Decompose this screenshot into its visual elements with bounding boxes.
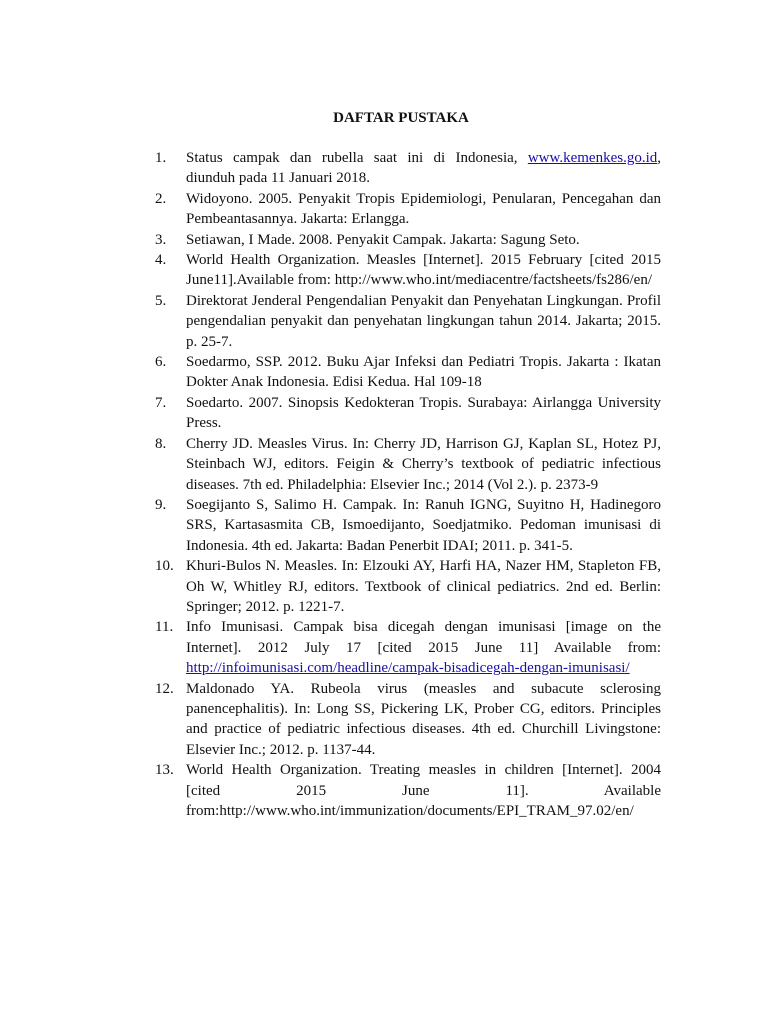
reference-item-6 (155, 352, 661, 393)
reference-number: 2. (155, 190, 167, 207)
reference-text: Soedarmo, SSP. 2012. Buku Ajar Infeksi dan Pediatri Tropis. Jakarta : Ikatan Dokter Anak Indonesia. Edisi Kedua. Hal 109-18 (186, 354, 661, 391)
reference-text: Maldonado YA. Rubeola virus (measles and subacute sclerosing panencephalitis). In: Long SS, Pickering LK, Prober CG, editors. Principles and practice of pediatric infectious diseases. 4th ed. Churchill Livingstone: Elsevier Inc.; 2012. p. 1137-44. (186, 680, 661, 758)
reference-line-3: from:http://www.who.int/immunization/documents/EPI_TRAM_97.02/en/ (186, 803, 634, 819)
reference-line-1: World Health Organization. Treating measles in children [Internet]. 2004 (186, 762, 661, 779)
reference-number: 11. (155, 619, 174, 636)
kemenkes-link[interactable]: www.kemenkes.go.id (527, 150, 658, 166)
reference-item-4 (155, 250, 661, 291)
reference-text-post: , diunduh pada 11 Januari 2018. (186, 150, 661, 187)
reference-item-2 (155, 189, 661, 230)
reference-number: 6. (155, 354, 167, 371)
reference-text (186, 617, 661, 678)
reference-number: 13. (155, 762, 174, 779)
reference-item-3 (155, 230, 661, 250)
reference-number: 3. (155, 231, 167, 248)
reference-number: 4. (155, 252, 167, 269)
reference-item-7 (155, 393, 661, 434)
reference-text (186, 760, 661, 821)
reference-item-13 (155, 760, 661, 821)
reference-item-9 (155, 495, 661, 556)
reference-text (186, 148, 661, 189)
reference-text: Soedarto. 2007. Sinopsis Kedokteran Tropis. Surabaya: Airlangga University Press. (186, 394, 661, 432)
reference-text-pre: Info Imunisasi. Campak bisa dicegah dengan imunisasi [image on the Internet]. 2012 July 17 [cited 2015 June 11] Available from: (186, 619, 661, 656)
reference-item-12 (155, 679, 661, 761)
reference-item-5 (155, 291, 661, 352)
reference-number: 9. (155, 496, 167, 513)
reference-text: Cherry JD. Measles Virus. In: Cherry JD, Harrison GJ, Kaplan SL, Hotez PJ, Steinbach WJ, editors. Feigin & Cherry’s textbook of pediatric infectious diseases. 7th ed. Philadelphia: Elsevier Inc.; 2014 (Vol 2.). p. 2373-9 (186, 435, 661, 493)
reference-text: Direktorat Jenderal Pengendalian Penyakit dan Penyehatan Lingkungan. Profil pengendalian penyakit dan penyehatan lingkungan tahun 2014. Jakarta; 2015. p. 25-7. (186, 292, 661, 350)
reference-line-2: [cited 2015 June 11]. Available (186, 782, 661, 799)
reference-item-10 (155, 556, 661, 617)
reference-text-pre: Status campak dan rubella saat ini di Indonesia, (186, 150, 528, 166)
reference-number: 1. (155, 150, 167, 166)
reference-item-11 (155, 617, 661, 678)
reference-text: Setiawan, I Made. 2008. Penyakit Campak. Jakarta: Sagung Seto. (186, 231, 580, 248)
page-title: DAFTAR PUSTAKA (333, 110, 469, 126)
reference-list (155, 148, 661, 821)
reference-number: 8. (155, 435, 167, 452)
reference-text: Soegijanto S, Salimo H. Campak. In: Ranuh IGNG, Suyitno H, Hadinegoro SRS, Kartasasmita CB, Ismoedijanto, Soedjatmiko. Pedoman imunisasi di Indonesia. 4th ed. Jakarta: Badan Penerbit IDAI; 2011. p. 341-5. (186, 496, 661, 554)
reference-item-8 (155, 434, 661, 495)
reference-text: World Health Organization. Measles [Internet]. 2015 February [cited 2015 June11].Available from: http://www.who.int/mediacentre/factsheets/fs286/en/ (186, 252, 661, 289)
reference-number: 7. (155, 394, 167, 411)
reference-text: Khuri-Bulos N. Measles. In: Elzouki AY, Harfi HA, Nazer HM, Stapleton FB, Oh W, Whitley RJ, editors. Textbook of clinical pediatrics. 2nd ed. Berlin: Springer; 2012. p. 1221-7. (186, 558, 661, 615)
reference-text: Widoyono. 2005. Penyakit Tropis Epidemiologi, Penularan, Pencegahan dan Pembeantasannya. Jakarta: Erlangga. (186, 190, 661, 228)
reference-number: 10. (155, 558, 174, 575)
reference-number: 12. (155, 680, 174, 697)
infoimunisasi-link[interactable]: http://infoimunisasi.com/headline/campak-bisadicegah-dengan-imunisasi/ (186, 660, 630, 677)
reference-item-1 (155, 148, 661, 189)
reference-number: 5. (155, 292, 167, 309)
